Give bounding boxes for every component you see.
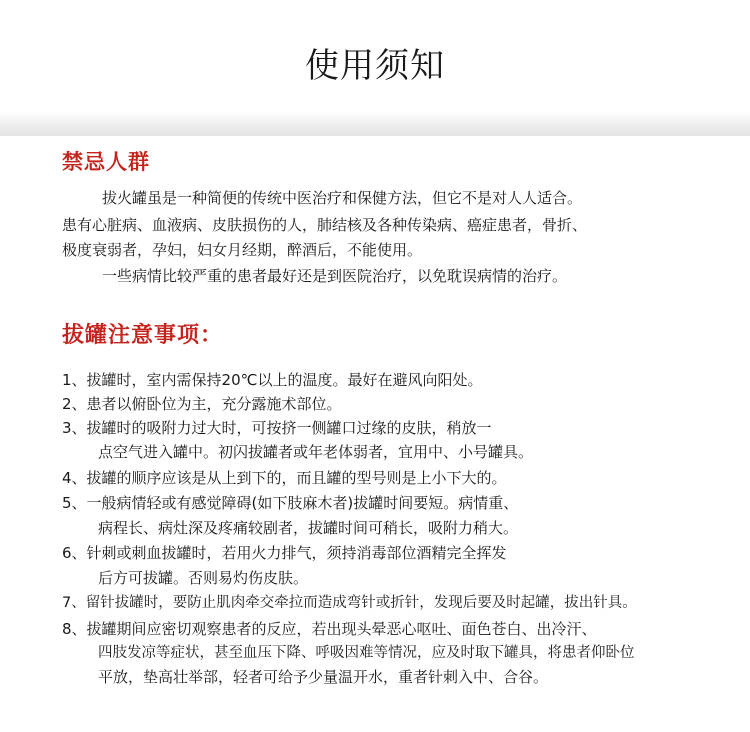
- precaution-line: 2、患者以俯卧位为主，充分露施术部位。: [62, 395, 342, 413]
- page-header: [0, 0, 750, 128]
- contraindication-line: 一些病情比较严重的患者最好还是到医院治疗，以免耽误病情的治疗。: [102, 267, 568, 285]
- precaution-line: 后方可拔罐。否则易灼伤皮肤。: [98, 569, 309, 587]
- page-title: 使用须知: [305, 46, 445, 86]
- contraindication-line: 患有心脏病、血液病、皮肤损伤的人，肺结核及各种传染病、癌症患者，骨折、: [62, 216, 588, 234]
- precaution-line: 3、拔罐时的吸附力过大时，可按挤一侧罐口过缘的皮肤，稍放一: [62, 419, 492, 437]
- precaution-line: 5、一般病情轻或有感觉障碍(如下肢麻木者)拔罐时间要短。病情重、: [62, 494, 519, 512]
- precaution-line: 病程长、病灶深及疼痛较剧者，拔罐时间可稍长，吸附力稍大。: [98, 519, 519, 537]
- precaution-line: 4、拔罐的顺序应该是从上到下的，而且罐的型号则是上小下大的。: [62, 469, 507, 487]
- contraindication-line: 拔火罐虽是一种简便的传统中医治疗和保健方法，但它不是对人人适合。: [102, 189, 583, 207]
- precaution-line: 7、留针拔罐时，要防止肌肉牵交牵拉而造成弯针或折针，发现后要及时起罐，拔出针具。: [62, 595, 637, 611]
- precaution-line: 点空气进入罐中。初闪拔罐者或年老体弱者，宜用中、小号罐具。: [98, 443, 534, 461]
- precaution-line: 6、针刺或刺血拔罐时，若用火力排气，须持消毒部位酒精完全挥发: [62, 544, 507, 562]
- precaution-line: 四肢发凉等症状，甚至血压下降、呼吸因难等情况，应及时取下罐具，将患者仰卧位: [98, 645, 635, 661]
- precaution-line: 1、拔罐时，室内需保持20℃以上的温度。最好在避风向阳处。: [62, 371, 483, 389]
- contraindication-line: 极度衰弱者，孕妇，妇女月经期，醉酒后，不能使用。: [62, 241, 423, 259]
- section-title-precautions: 拔罐注意事项：: [62, 323, 224, 348]
- header-divider: [0, 112, 750, 136]
- precaution-line: 8、拔罐期间应密切观察患者的反应，若出现头晕恶心呕吐、面色苍白、出冷汗、: [62, 620, 597, 638]
- precaution-line: 平放，垫高壮举部，轻者可给予少量温开水，重者针刺入中、合谷。: [98, 668, 549, 686]
- section-title-contraindications: 禁忌人群: [62, 150, 150, 174]
